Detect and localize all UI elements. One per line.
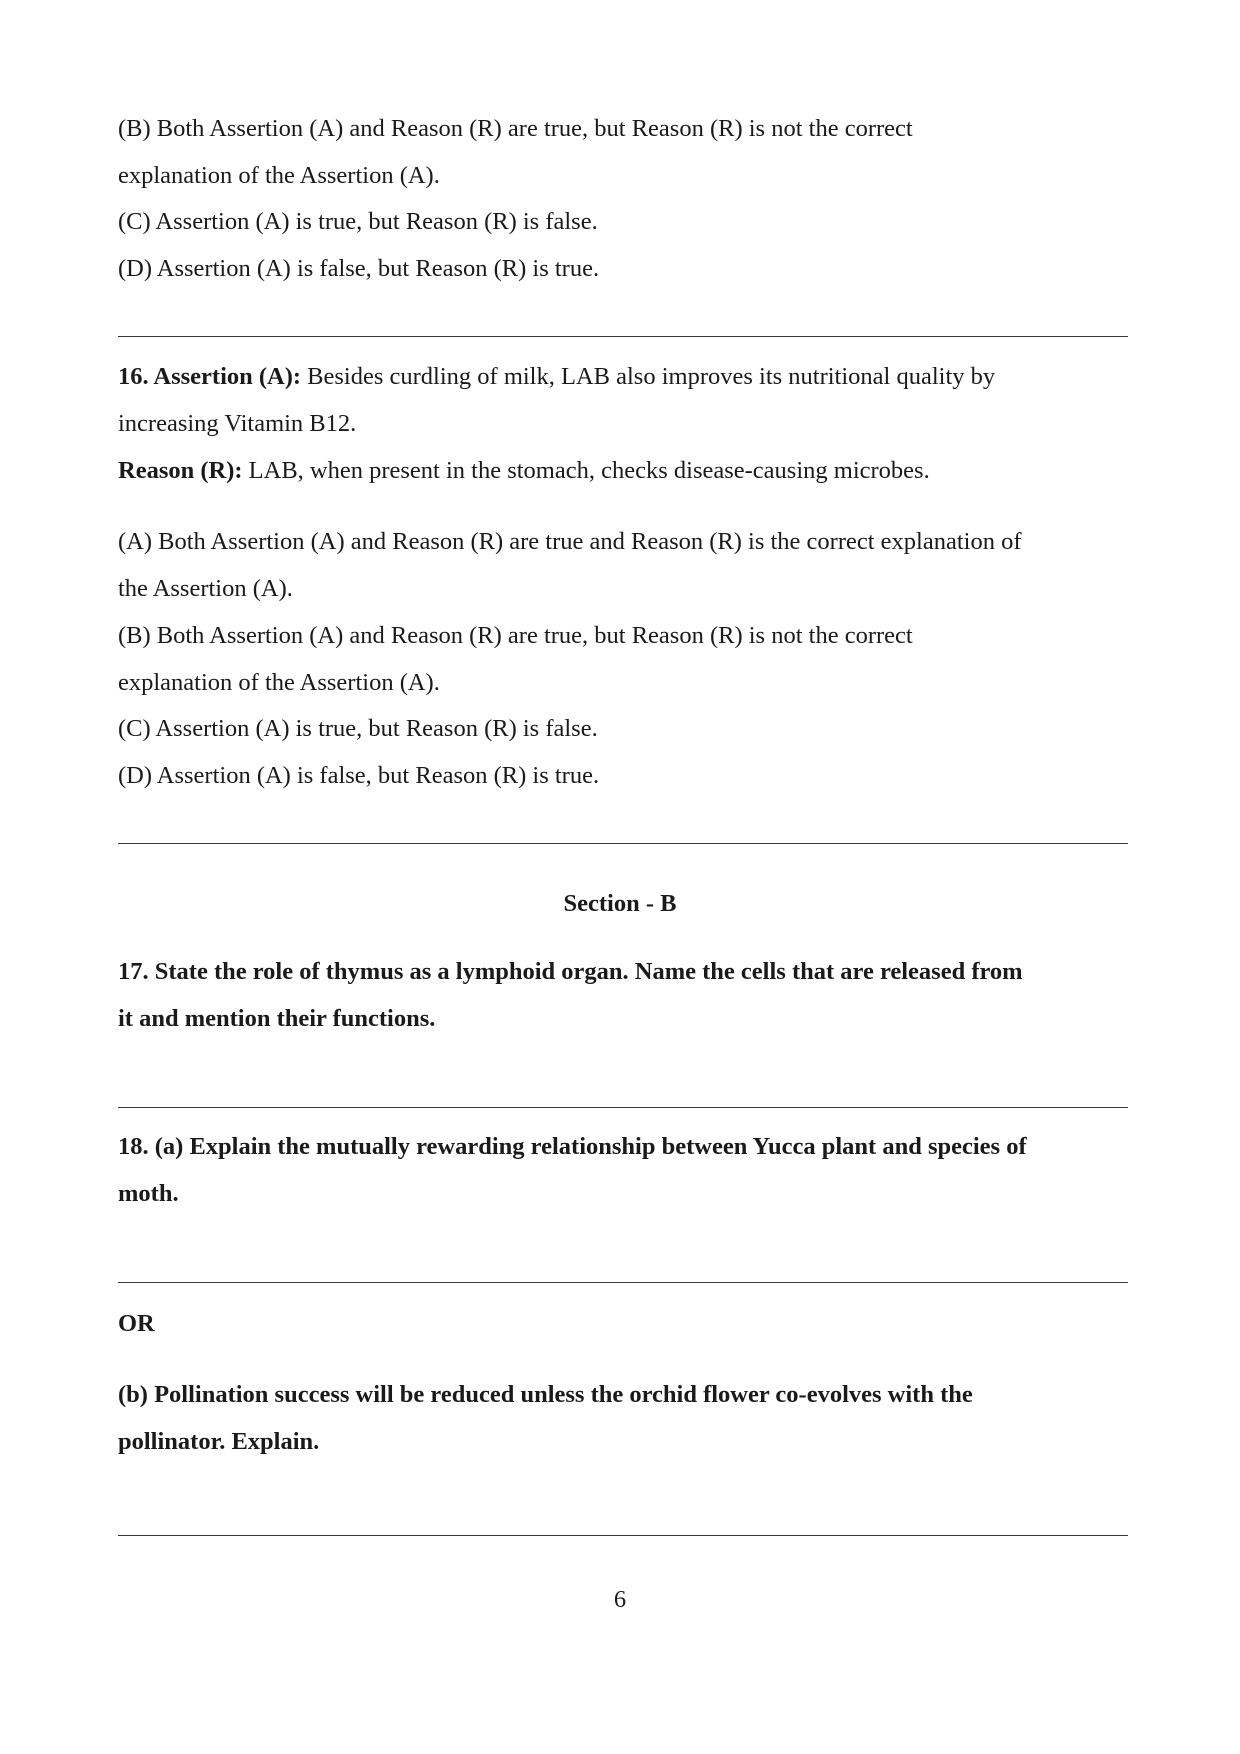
- option-b-line1: (B) Both Assertion (A) and Reason (R) are true, but Reason (R) is not the correct: [118, 115, 913, 142]
- divider: [118, 1107, 1128, 1108]
- q16-number-label: 16. Assertion (A):: [118, 363, 302, 390]
- option-b-line2: explanation of the Assertion (A).: [118, 162, 440, 189]
- q16-assertion-text: Besides curdling of milk, LAB also improves its nutritional quality by: [301, 363, 996, 390]
- divider: [118, 843, 1128, 844]
- q16-option-a-line2: the Assertion (A).: [118, 575, 293, 602]
- q16-option-b-line1: (B) Both Assertion (A) and Reason (R) are true, but Reason (R) is not the correct: [118, 622, 913, 649]
- section-title: Section - B: [563, 890, 677, 917]
- q16-option-b-line2: explanation of the Assertion (A).: [118, 669, 440, 696]
- q18-a-line1: 18. (a) Explain the mutually rewarding relationship between Yucca plant and species of: [118, 1133, 1027, 1160]
- divider: [118, 1282, 1128, 1283]
- q18-b-line1: (b) Pollination success will be reduced unless the orchid flower co-evolves with the: [118, 1381, 973, 1408]
- q18-a-line2: moth.: [118, 1180, 179, 1207]
- or-label: OR: [118, 1310, 155, 1337]
- q16-assertion-line1: [118, 365, 995, 390]
- q16-reason-label: Reason (R):: [118, 457, 243, 484]
- divider: [118, 1535, 1128, 1536]
- q18-b-line2: pollinator. Explain.: [118, 1428, 320, 1455]
- q17-line2: it and mention their functions.: [118, 1005, 436, 1032]
- q16-assertion-line2: increasing Vitamin B12.: [118, 410, 357, 437]
- q16-reason: [118, 459, 930, 484]
- page-number: 6: [613, 1586, 627, 1613]
- q16-reason-text: LAB, when present in the stomach, checks disease-causing microbes.: [242, 457, 930, 484]
- q16-option-a-line1: (A) Both Assertion (A) and Reason (R) are true and Reason (R) is the correct explanation of: [118, 528, 1022, 555]
- option-d: (D) Assertion (A) is false, but Reason (R) is true.: [118, 255, 600, 282]
- q16-option-c: (C) Assertion (A) is true, but Reason (R) is false.: [118, 715, 598, 742]
- divider: [118, 336, 1128, 337]
- q16-option-d: (D) Assertion (A) is false, but Reason (R) is true.: [118, 762, 600, 789]
- q17-line1: 17. State the role of thymus as a lymphoid organ. Name the cells that are released from: [118, 958, 1023, 985]
- option-c: (C) Assertion (A) is true, but Reason (R) is false.: [118, 208, 598, 235]
